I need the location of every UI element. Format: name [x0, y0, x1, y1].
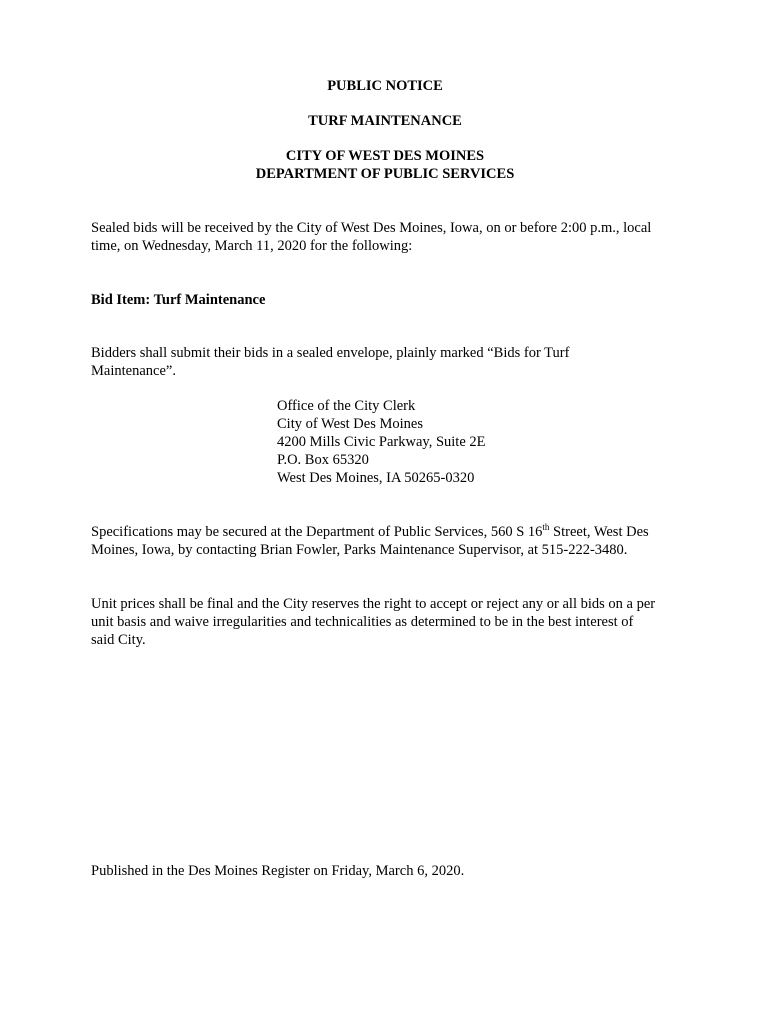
publication-note: Published in the Des Moines Register on Friday, March 6, 2020.: [91, 863, 465, 879]
specs-line-1-end: Street, West Des: [549, 524, 649, 540]
unit-prices-line-1: Unit prices shall be final and the City reserves the right to accept or reject any or all bids on a per: [91, 596, 656, 612]
unit-prices-line-3: said City.: [91, 632, 146, 648]
city-heading: CITY OF WEST DES MOINES: [285, 148, 485, 164]
address-line: West Des Moines, IA 50265-0320: [277, 470, 475, 486]
address-line: P.O. Box 65320: [277, 452, 369, 468]
clerk-address: [277, 397, 486, 487]
intro-line-1: Sealed bids will be received by the City of West Des Moines, Iowa, on or before 2:00 p.m., local: [91, 220, 652, 236]
project-heading: TURF MAINTENANCE: [308, 113, 462, 129]
unit-prices-paragraph: [91, 595, 691, 649]
submit-paragraph: [91, 344, 691, 380]
department-heading: DEPARTMENT OF PUBLIC SERVICES: [255, 166, 515, 182]
submit-line-2: Maintenance”.: [91, 363, 176, 379]
ordinal-suffix: th: [542, 522, 550, 533]
intro-line-2: time, on Wednesday, March 11, 2020 for the following:: [91, 238, 413, 254]
specifications-paragraph: [91, 523, 691, 559]
address-line: Office of the City Clerk: [277, 398, 416, 414]
submit-line-1: Bidders shall submit their bids in a sealed envelope, plainly marked “Bids for Turf: [91, 345, 570, 361]
specs-line-1-start: Specifications may be secured at the Department of Public Services, 560 S 16: [91, 524, 543, 540]
unit-prices-line-2: unit basis and waive irregularities and technicalities as determined to be in the best interest of: [91, 614, 634, 630]
specs-line-1: [91, 523, 691, 541]
notice-heading: PUBLIC NOTICE: [327, 78, 443, 94]
bid-item-heading: Bid Item: Turf Maintenance: [91, 292, 266, 308]
specs-line-2: Moines, Iowa, by contacting Brian Fowler, Parks Maintenance Supervisor, at 515-222-3480.: [91, 542, 628, 558]
address-line: 4200 Mills Civic Parkway, Suite 2E: [277, 434, 486, 450]
intro-paragraph: [91, 219, 691, 255]
address-line: City of West Des Moines: [277, 416, 423, 432]
